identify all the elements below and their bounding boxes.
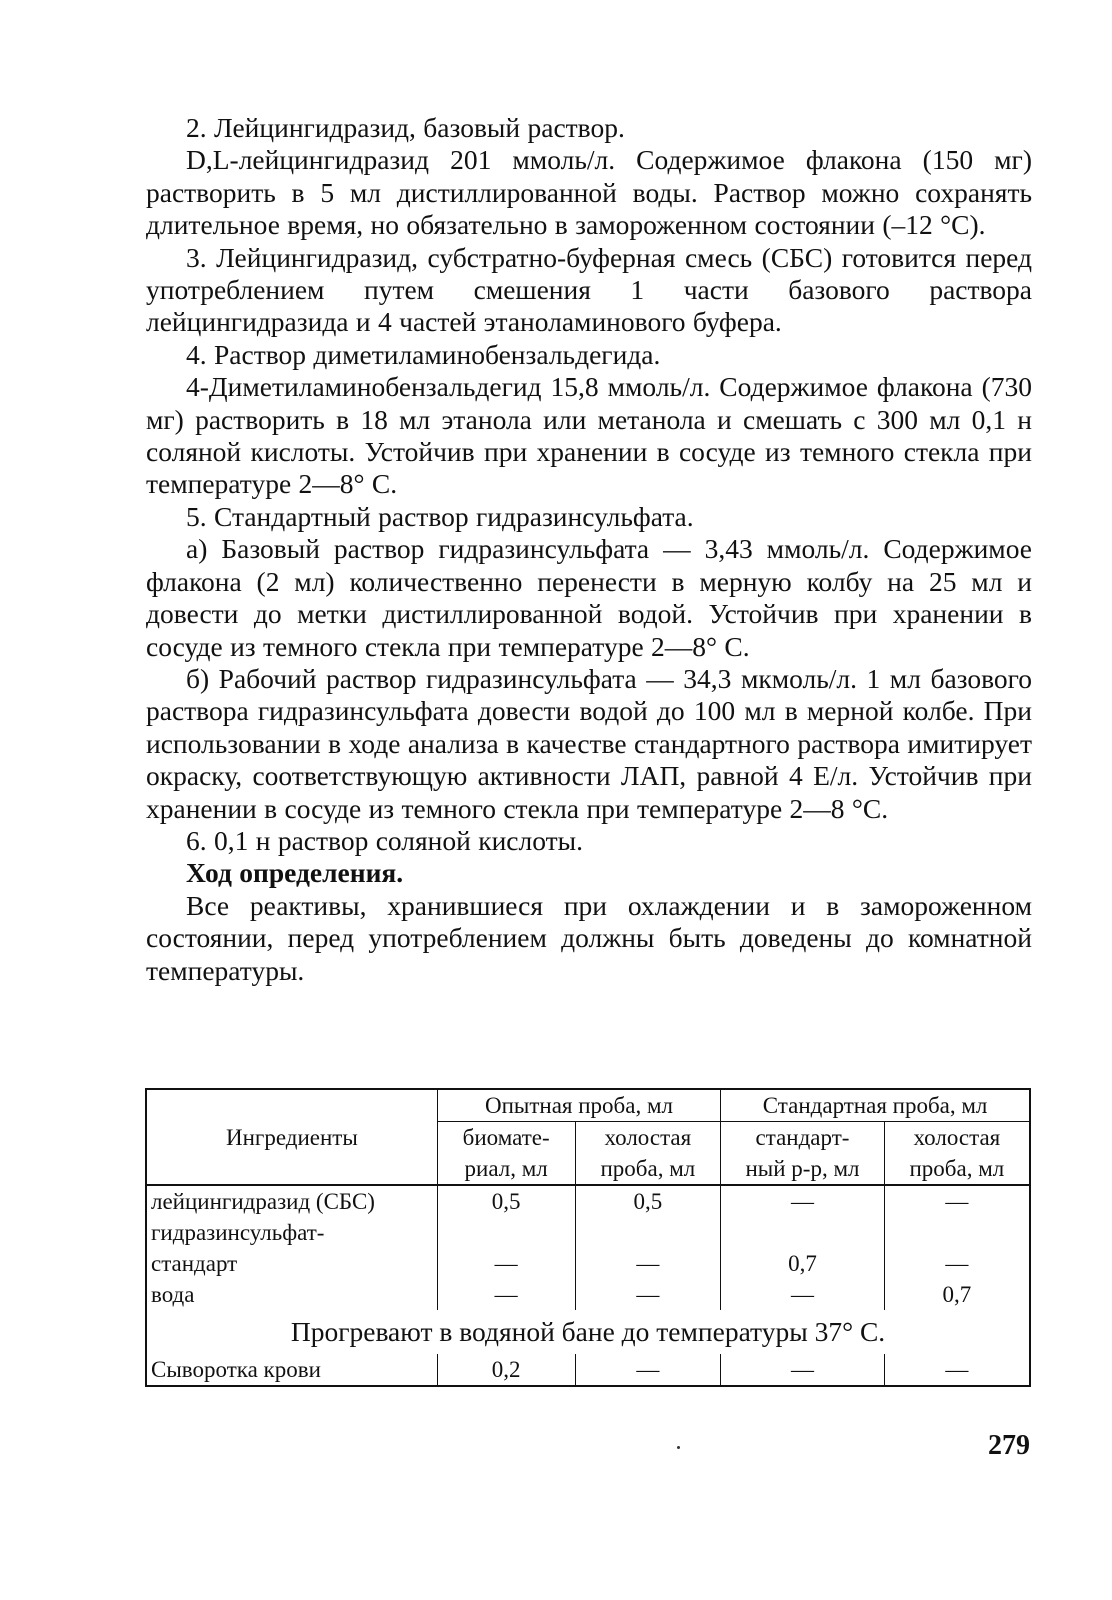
table-row	[146, 1354, 1030, 1386]
subheader-blank-standard: холостая проба, мл	[884, 1122, 1030, 1186]
header-group-experiment: Опытная проба, мл	[437, 1089, 720, 1122]
row-name: Сыворотка крови	[146, 1354, 437, 1386]
page-body	[146, 112, 1032, 987]
subheader-standard-solution: стандарт- ный р-р, мл	[721, 1122, 885, 1186]
header-group-standard: Стандартная проба, мл	[721, 1089, 1030, 1122]
cell-value	[437, 1217, 575, 1248]
cell-value: —	[721, 1185, 885, 1217]
paragraph: б) Рабочий раствор гидразинсульфата — 34,3 мкмоль/л. 1 мл базового раствора гидразинсульфата довести водой до 100 мл в мерной колбе. При использовании в ходе анализа в качестве стандартного раствора имитирует окраску, соответствующую активности ЛАП, равной 4 Е/л. Устойчив при хранении в сосуде из темного стекла при температуре 2—8 °С.	[146, 662, 1032, 824]
row-name: гидразинсульфат-	[146, 1217, 437, 1248]
reagents-table	[145, 1088, 1031, 1418]
section-heading: Ход определения.	[186, 857, 404, 889]
paragraph: а) Базовый раствор гидразинсульфата — 3,43 ммоль/л. Содержимое флакона (2 мл) количественно перенести в мерную колбу на 25 мл и довести до метки дистиллированной водой. Устойчив при хранении в сосуде из темного стекла при температуре 2—8° С.	[146, 533, 1032, 662]
cell-value: —	[437, 1279, 575, 1310]
print-speck	[677, 1446, 680, 1449]
cell-value: —	[884, 1185, 1030, 1217]
subheader-blank-experiment: холостая проба, мл	[575, 1122, 721, 1186]
cell-value: —	[575, 1354, 721, 1386]
paragraph: Все реактивы, хранившиеся при охлаждении и в замороженном состоянии, перед употреблением должны быть доведены до комнатной температуры.	[146, 889, 1032, 986]
cell-value	[575, 1217, 721, 1248]
table-row	[146, 1185, 1030, 1217]
table-row	[146, 1248, 1030, 1279]
cell-value: 0,2	[437, 1354, 575, 1386]
header-ingredients: Ингредиенты	[146, 1089, 437, 1185]
cell-value: —	[575, 1248, 721, 1279]
table-row	[146, 1279, 1030, 1310]
cell-value: 0,7	[884, 1279, 1030, 1310]
paragraph: D,L-лейцингидразид 201 ммоль/л. Содержимое флакона (150 мг) растворить в 5 мл дистиллированной воды. Раствор можно сохранять длительное время, но обязательно в замороженном состоянии (–12 °С).	[146, 144, 1032, 241]
cell-value: —	[884, 1354, 1030, 1386]
cell-value: —	[721, 1279, 885, 1310]
cell-value: —	[721, 1354, 885, 1386]
cell-value: —	[437, 1248, 575, 1279]
cell-value	[721, 1217, 885, 1248]
table-note: Прогревают в водяной бане до температуры 37° С.	[146, 1310, 1030, 1354]
subheader-biomaterial: биомате- риал, мл	[437, 1122, 575, 1186]
paragraph: 4-Диметиламинобензальдегид 15,8 ммоль/л. Содержимое флакона (730 мг) растворить в 18 мл этанола или метанола и смешать с 300 мл 0,1 н соляной кислоты. Устойчив при хранении в сосуде из темного стекла при температуре 2—8° С.	[146, 371, 1032, 500]
page-number: 279	[988, 1430, 1030, 1461]
cell-value	[884, 1217, 1030, 1248]
row-name: лейцингидразид (СБС)	[146, 1185, 437, 1217]
paragraph: 2. Лейцингидразид, базовый раствор.	[186, 112, 625, 143]
cell-value: 0,5	[575, 1185, 721, 1217]
table-row	[146, 1217, 1030, 1248]
paragraph: 4. Раствор диметиламинобензальдегида.	[186, 338, 661, 370]
row-name: вода	[146, 1279, 437, 1310]
cell-value: 0,7	[721, 1248, 885, 1279]
reagents-table-grid	[145, 1088, 1031, 1387]
paragraph: 6. 0,1 н раствор соляной кислоты.	[186, 824, 583, 856]
cell-value: —	[884, 1248, 1030, 1279]
cell-value: 0,5	[437, 1185, 575, 1217]
paragraph: 5. Стандартный раствор гидразинсульфата.	[186, 500, 694, 532]
cell-value: —	[575, 1279, 721, 1310]
paragraph: 3. Лейцингидразид, субстратно-буферная смесь (СБС) готовится перед употреблением путем смешения 1 части базового раствора лейцингидразида и 4 частей этаноламинового буфера.	[146, 241, 1032, 338]
row-name: стандарт	[146, 1248, 437, 1279]
